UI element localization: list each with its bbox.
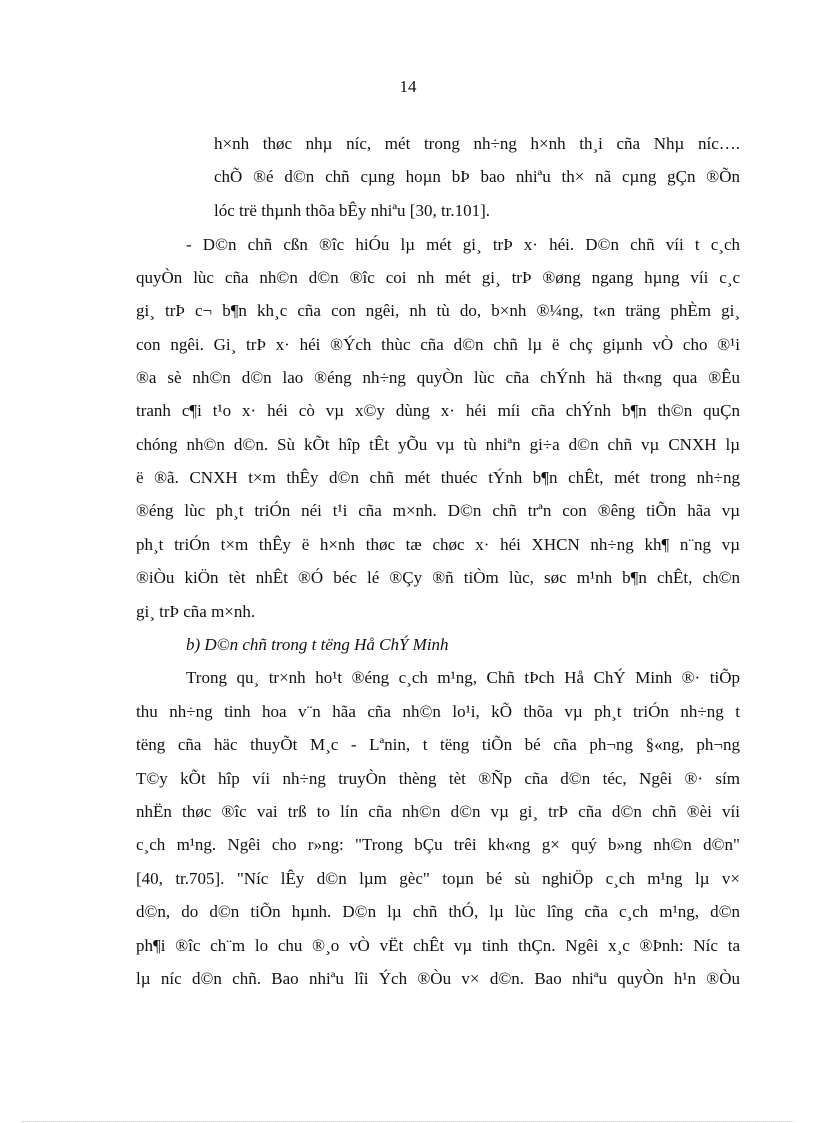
paragraph-line: tëng cña häc thuyÕt M¸c - Lªnin, t tëng tiÕn bé cña ph¬ng §«ng, ph¬ng [136, 735, 740, 754]
paragraph-line: nhËn thøc ®îc vai trß to lín cña nh©n d©n vµ gi¸ trÞ cña d©n chñ ®èi víi [136, 802, 740, 821]
paragraph-line: thu nh÷ng tinh hoa v¨n hãa cña nh©n lo¹i, kÕ thõa vµ ph¸t triÓn nh÷ng t [136, 702, 740, 721]
paragraph-line: - D©n chñ cßn ®îc hiÓu lµ mét gi¸ trÞ x· héi. D©n chñ víi t c¸ch [186, 235, 740, 254]
paragraph-line: Trong qu¸ tr×nh ho¹t ®éng c¸ch m¹ng, Chñ tÞch Hå ChÝ Minh ®· tiÕp [186, 668, 740, 687]
paragraph-line: gi¸ trÞ cña m×nh. [136, 602, 256, 621]
paragraph-line: c¸ch m¹ng. Ngêi cho r»ng: "Trong bÇu trêi kh«ng g× quý b»ng nh©n d©n" [136, 835, 740, 854]
paragraph-line: [40, tr.705]. "Níc lÊy d©n lµm gèc" toµn bé sù nghiÖp c¸ch m¹ng lµ v× [136, 869, 740, 888]
paragraph-line: T©y kÕt hîp víi nh÷ng truyÒn thèng tèt ®Ñp cña d©n téc, Ngêi ®· sím [136, 769, 740, 788]
paragraph-line: ®iÒu kiÖn tèt nhÊt ®Ó béc lé ®Çy ®ñ tiÒm lùc, søc m¹nh b¶n chÊt, ch©n [136, 568, 740, 587]
quote-line: lóc trë thµnh thõa bÊy nhiªu [30, tr.101]. [214, 201, 491, 220]
page-number: 14 [399, 77, 417, 96]
paragraph-line: gi¸ trÞ c¬ b¶n kh¸c cña con ngêi, nh tù do, b×nh ®¼ng, t«n träng phÈm gi¸ [136, 301, 740, 320]
footer-divider [22, 1121, 794, 1122]
paragraph-line: ë ®ã. CNXH t×m thÊy d©n chñ mét thuéc tÝnh b¶n chÊt, mét trong nh÷ng [136, 468, 740, 487]
paragraph-line: chóng nh©n d©n. Sù kÕt hîp tÊt yÕu vµ tù nhiªn gi÷a d©n chñ vµ CNXH lµ [136, 435, 740, 454]
section-heading: b) D©n chñ trong t tëng Hå ChÝ Minh [186, 635, 449, 654]
paragraph-line: d©n, do d©n tiÕn hµnh. D©n lµ chñ thÓ, lµ lùc lîng cña c¸ch m¹ng, d©n [136, 902, 740, 921]
quote-line: h×nh thøc nhµ níc, mét trong nh÷ng h×nh th¸i cña Nhµ níc…. [214, 134, 740, 153]
paragraph-line: quyÒn lùc cña nh©n d©n ®îc coi nh mét gi¸ trÞ ®øng ngang hµng víi c¸c [136, 268, 740, 287]
paragraph-line: con ngêi. Gi¸ trÞ x· héi ®Ých thùc cña d©n chñ lµ ë chç giµnh vÒ cho ®¹i [136, 335, 740, 354]
paragraph-line: ph¶i ®îc ch¨m lo chu ®¸o vÒ vËt chÊt vµ tinh thÇn. Ngêi x¸c ®Þnh: Níc ta [136, 936, 740, 955]
paragraph-line: ph¸t triÓn t×m thÊy ë h×nh thøc tæ chøc x· héi XHCN nh÷ng kh¶ n¨ng vµ [136, 535, 740, 554]
paragraph-line: ®a sè nh©n d©n lao ®éng nh÷ng quyÒn lùc cña chÝnh hä th«ng qua ®Êu [136, 368, 740, 387]
paragraph-line: tranh c¶i t¹o x· héi cò vµ x©y dùng x· héi míi cña chÝnh b¶n th©n quÇn [136, 401, 740, 420]
quote-line: chÕ ®é d©n chñ cµng hoµn bÞ bao nhiªu th× nã cµng gÇn ®Õn [214, 167, 740, 186]
paragraph-line: lµ níc d©n chñ. Bao nhiªu lîi Ých ®Òu v× d©n. Bao nhiªu quyÒn h¹n ®Òu [136, 969, 740, 988]
paragraph-line: ®éng lùc ph¸t triÓn néi t¹i cña m×nh. D©n chñ trªn con ®êng tiÕn hãa vµ [136, 501, 740, 520]
